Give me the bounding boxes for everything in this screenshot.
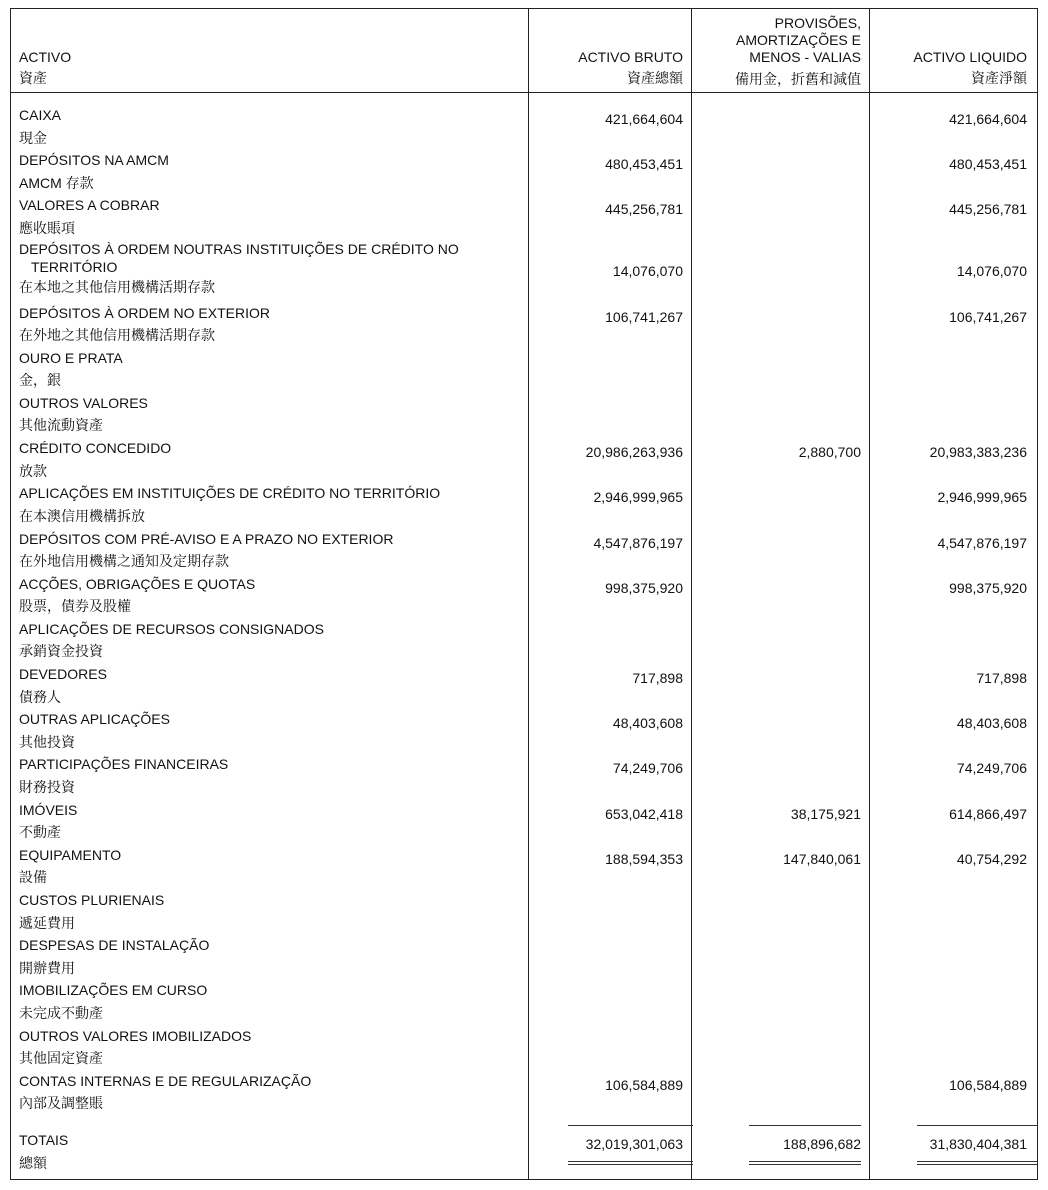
row-label-pt: DEPÓSITOS COM PRÉ-AVISO E A PRAZO NO EXTERIOR bbox=[19, 530, 394, 547]
header-liquido-pt: ACTIVO LIQUIDO bbox=[913, 49, 1027, 65]
row-label bbox=[19, 799, 77, 844]
table-row bbox=[11, 149, 1037, 194]
totals-liquido: 31,830,404,381 bbox=[929, 1136, 1027, 1152]
value-activo-liquido: 20,983,383,236 bbox=[929, 444, 1027, 461]
value-activo-liquido: 998,375,920 bbox=[949, 579, 1027, 596]
row-label-zh: 未完成不動產 bbox=[19, 1004, 103, 1021]
row-label-zh: 其他流動資產 bbox=[19, 417, 103, 434]
row-label-zh: 設備 bbox=[19, 869, 47, 886]
row-label-zh: 在本地之其他信用機構活期存款 bbox=[19, 278, 215, 295]
row-label bbox=[19, 104, 61, 149]
row-label-pt: DEPÓSITOS NA AMCM bbox=[19, 152, 169, 169]
row-label bbox=[19, 240, 459, 299]
table-row bbox=[11, 437, 1037, 482]
table-row bbox=[11, 934, 1037, 979]
row-label-pt: DEPÓSITOS À ORDEM NOUTRAS INSTITUIÇÕES DE CRÉDITO NO bbox=[19, 240, 459, 257]
subtotal-rule bbox=[568, 1125, 693, 1126]
value-activo-bruto: 4,547,876,197 bbox=[593, 534, 683, 551]
header-bruto-pt: ACTIVO BRUTO bbox=[578, 49, 683, 65]
row-label bbox=[19, 149, 169, 194]
row-label-pt: DEVEDORES bbox=[19, 666, 107, 683]
row-label bbox=[19, 889, 164, 934]
row-label-zh: 在本澳信用機構拆放 bbox=[19, 507, 145, 524]
row-label bbox=[19, 437, 171, 482]
row-label-zh: 在外地之其他信用機構活期存款 bbox=[19, 327, 215, 344]
header-activo-zh: 資產 bbox=[19, 70, 47, 86]
table-row bbox=[11, 663, 1037, 708]
row-label-pt: IMOBILIZAÇÕES EM CURSO bbox=[19, 982, 208, 999]
value-activo-bruto: 445,256,781 bbox=[605, 201, 683, 218]
table-row bbox=[11, 753, 1037, 798]
value-activo-liquido: 106,741,267 bbox=[949, 308, 1027, 325]
value-activo-bruto: 998,375,920 bbox=[605, 579, 683, 596]
header-provisoes-pt3: MENOS - VALIAS bbox=[749, 49, 861, 65]
row-label-pt: ACÇÕES, OBRIGAÇÕES E QUOTAS bbox=[19, 575, 256, 592]
row-label-zh: 在外地信用機構之通知及定期存款 bbox=[19, 553, 229, 569]
row-label bbox=[19, 618, 324, 663]
totals-provisoes: 188,896,682 bbox=[783, 1136, 861, 1152]
table-row bbox=[11, 482, 1037, 527]
value-activo-bruto: 20,986,263,936 bbox=[585, 444, 683, 461]
row-label-zh: 內部及調整賬 bbox=[19, 1095, 103, 1112]
row-label-pt: DEPÓSITOS À ORDEM NO EXTERIOR bbox=[19, 304, 271, 321]
value-activo-bruto: 188,594,353 bbox=[605, 850, 683, 867]
row-label bbox=[19, 663, 107, 708]
header-activo-pt: ACTIVO bbox=[19, 49, 72, 65]
row-label-zh: 開辦費用 bbox=[19, 959, 75, 976]
header-bruto bbox=[528, 9, 683, 92]
value-activo-liquido: 480,453,451 bbox=[949, 156, 1027, 173]
header-provisoes-zh: 備用金，折舊和減值 bbox=[735, 71, 861, 87]
row-label-pt: EQUIPAMENTO bbox=[19, 846, 122, 863]
row-label-zh: 財務投資 bbox=[19, 778, 75, 795]
row-label-zh: 放款 bbox=[19, 462, 47, 479]
header-provisoes-pt2: AMORTIZAÇÕES E bbox=[736, 32, 861, 48]
header-liquido bbox=[869, 9, 1027, 92]
value-activo-bruto: 48,403,608 bbox=[612, 715, 683, 732]
table-row bbox=[11, 799, 1037, 844]
header-liquido-zh: 資產淨額 bbox=[971, 70, 1027, 86]
value-activo-bruto: 74,249,706 bbox=[612, 760, 683, 777]
header-provisoes bbox=[691, 9, 861, 92]
value-activo-liquido: 445,256,781 bbox=[949, 201, 1027, 218]
row-label-pt: OURO E PRATA bbox=[19, 349, 123, 366]
row-label-pt: APLICAÇÕES EM INSTITUIÇÕES DE CRÉDITO NO TERRITÓRIO bbox=[19, 485, 441, 502]
row-label-pt: VALORES A COBRAR bbox=[19, 197, 160, 214]
table-row bbox=[11, 573, 1037, 618]
table-row bbox=[11, 889, 1037, 934]
table-row bbox=[11, 240, 1037, 302]
table-row bbox=[11, 528, 1037, 573]
table-row bbox=[11, 194, 1037, 239]
row-label bbox=[19, 302, 270, 347]
value-activo-liquido: 421,664,604 bbox=[949, 111, 1027, 127]
row-label bbox=[19, 482, 440, 527]
row-label bbox=[19, 753, 228, 798]
value-activo-liquido: 106,584,889 bbox=[949, 1076, 1027, 1093]
row-label-pt: CUSTOS PLURIENAIS bbox=[19, 892, 165, 908]
double-rule bbox=[917, 1161, 1037, 1165]
row-label-zh: AMCM 存款 bbox=[19, 174, 94, 191]
table-header bbox=[11, 9, 1037, 93]
header-activo bbox=[19, 9, 319, 92]
balance-sheet-table bbox=[10, 8, 1038, 1180]
row-label-pt: CRÉDITO CONCEDIDO bbox=[19, 440, 172, 457]
row-label-pt: APLICAÇÕES DE RECURSOS CONSIGNADOS bbox=[19, 620, 324, 637]
table-row bbox=[11, 302, 1037, 347]
row-label-zh: 債務人 bbox=[19, 688, 61, 705]
value-activo-liquido: 4,547,876,197 bbox=[937, 534, 1027, 551]
row-label-zh: 現金 bbox=[19, 129, 47, 146]
value-activo-liquido: 14,076,070 bbox=[956, 262, 1027, 279]
row-label bbox=[19, 1070, 311, 1115]
subtotal-rule bbox=[917, 1125, 1037, 1126]
table-row bbox=[11, 392, 1037, 437]
header-provisoes-pt1: PROVISÕES, bbox=[774, 15, 861, 31]
row-label-pt: OUTRAS APLICAÇÕES bbox=[19, 711, 170, 728]
table-row bbox=[11, 708, 1037, 753]
row-label bbox=[19, 844, 121, 889]
row-label bbox=[19, 573, 255, 618]
row-label-pt: DESPESAS DE INSTALAÇÃO bbox=[19, 937, 210, 954]
row-label-zh: 不動產 bbox=[19, 824, 61, 841]
totals-label bbox=[19, 1129, 68, 1174]
row-label-zh: 遞延費用 bbox=[19, 914, 75, 931]
row-label bbox=[19, 979, 207, 1024]
row-label-pt-continued: TERRITÓRIO bbox=[31, 258, 118, 275]
row-label-zh: 其他固定資產 bbox=[19, 1050, 103, 1067]
totals-label-pt: TOTAIS bbox=[19, 1132, 69, 1148]
row-label bbox=[19, 347, 123, 392]
row-label bbox=[19, 708, 170, 753]
value-activo-bruto: 14,076,070 bbox=[612, 262, 683, 279]
row-label-zh: 金，銀 bbox=[19, 372, 61, 389]
value-activo-bruto: 106,584,889 bbox=[605, 1076, 683, 1093]
header-bruto-zh: 資產總額 bbox=[627, 70, 683, 86]
value-activo-bruto: 480,453,451 bbox=[605, 156, 683, 173]
value-activo-liquido: 614,866,497 bbox=[949, 805, 1027, 822]
row-label-zh: 承銷資金投資 bbox=[19, 643, 103, 660]
row-label-zh: 股票，債券及股權 bbox=[19, 598, 131, 615]
table-row bbox=[11, 1025, 1037, 1070]
row-label bbox=[19, 194, 160, 239]
row-label-pt: OUTROS VALORES bbox=[19, 394, 148, 411]
value-activo-bruto: 653,042,418 bbox=[605, 805, 683, 822]
row-label-pt: OUTROS VALORES IMOBILIZADOS bbox=[19, 1027, 252, 1044]
value-activo-liquido: 40,754,292 bbox=[956, 850, 1027, 867]
row-label bbox=[19, 934, 209, 979]
totals-row bbox=[11, 1129, 1037, 1179]
row-label-pt: PARTICIPAÇÕES FINANCEIRAS bbox=[19, 756, 229, 773]
table-row bbox=[11, 844, 1037, 889]
table-body bbox=[11, 104, 1037, 1115]
row-label-zh: 其他投資 bbox=[19, 733, 75, 750]
value-activo-liquido: 74,249,706 bbox=[956, 760, 1027, 777]
value-activo-liquido: 48,403,608 bbox=[956, 715, 1027, 732]
totals-label-zh: 總額 bbox=[19, 1154, 47, 1171]
value-provisoes: 38,175,921 bbox=[790, 805, 861, 822]
table-row bbox=[11, 979, 1037, 1024]
table-row bbox=[11, 1070, 1037, 1115]
row-label-pt: CONTAS INTERNAS E DE REGULARIZAÇÃO bbox=[19, 1072, 312, 1089]
row-label bbox=[19, 528, 393, 573]
row-label-pt: IMÓVEIS bbox=[19, 801, 78, 818]
subtotal-rule bbox=[749, 1125, 861, 1126]
value-activo-liquido: 2,946,999,965 bbox=[937, 489, 1027, 506]
row-label-zh: 應收賬項 bbox=[19, 219, 75, 236]
double-rule bbox=[749, 1161, 861, 1165]
double-rule bbox=[568, 1161, 693, 1165]
table-row bbox=[11, 618, 1037, 663]
totals-bruto: 32,019,301,063 bbox=[585, 1136, 683, 1152]
value-activo-bruto: 421,664,604 bbox=[605, 111, 683, 127]
value-provisoes: 2,880,700 bbox=[798, 444, 861, 461]
value-provisoes: 147,840,061 bbox=[783, 850, 861, 867]
row-label-pt: CAIXA bbox=[19, 107, 62, 123]
value-activo-bruto: 717,898 bbox=[632, 670, 683, 687]
value-activo-bruto: 106,741,267 bbox=[605, 308, 683, 325]
table-row bbox=[11, 104, 1037, 149]
value-activo-bruto: 2,946,999,965 bbox=[593, 489, 683, 506]
row-label bbox=[19, 392, 148, 437]
table-row bbox=[11, 347, 1037, 392]
row-label bbox=[19, 1025, 251, 1070]
value-activo-liquido: 717,898 bbox=[976, 670, 1027, 687]
